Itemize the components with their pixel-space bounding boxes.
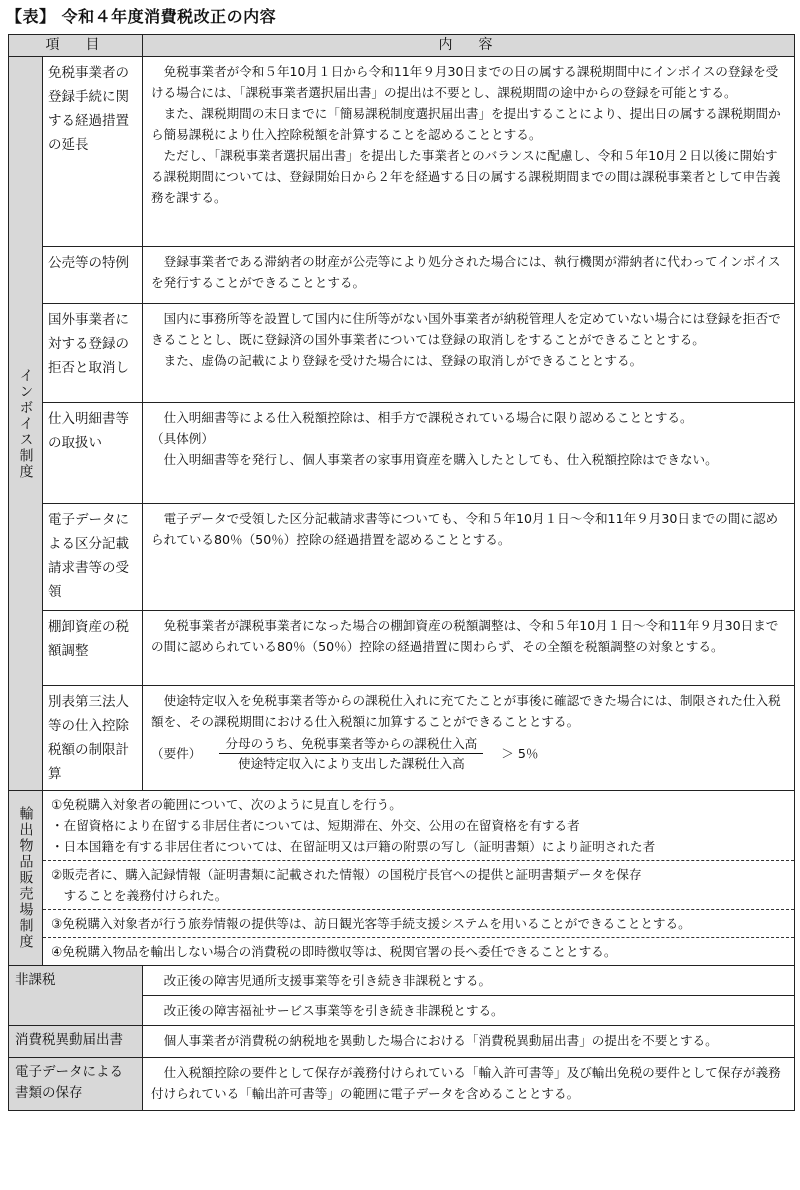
- paragraph: 免税事業者が課税事業者になった場合の棚卸資産の税額調整は、令和５年10月１日～令和11年９月30日までの間に認められている80％（50％）控除の経過措置に関わらず、その全額を税額調整の対象とする。: [151, 618, 779, 654]
- table-row: [9, 1058, 795, 1111]
- export-line: ①免税購入対象者の範囲について、次のように見直しを行う。: [51, 797, 402, 812]
- paragraph: 仕入明細書等を発行し、個人事業者の家事用資産を購入したとしても、仕入税額控除はできない。: [163, 452, 718, 467]
- category-label: 消費税異動届出書: [9, 1026, 143, 1058]
- table-title: 【表】 令和４年度消費税改正の内容: [6, 7, 277, 26]
- row-item: 免税事業者の登録手続に関する経過措置の延長: [43, 57, 143, 247]
- row-item: 公売等の特例: [43, 247, 143, 304]
- category-label: 電子データによる書類の保存: [9, 1058, 143, 1111]
- table-row: [9, 403, 795, 504]
- export-content: [43, 791, 795, 966]
- paragraph: 使途特定収入を免税事業者等からの課税仕入れに充てたことが事後に確認できた場合には、制限された仕入税額を、その課税期間における仕入税額に加算することができることとする。: [151, 693, 781, 729]
- header-item: 項 目: [9, 35, 143, 57]
- export-item: [43, 860, 794, 909]
- export-line: ④免税購入物品を輸出しない場合の消費税の即時徴収等は、税関官署の長へ委任できることとする。: [51, 944, 617, 959]
- table-row: [9, 966, 795, 1026]
- row-item: 電子データによる区分記載請求書等の受領: [43, 504, 143, 611]
- content-line: 改正後の障害児通所支援事業等を引き続き非課税とする。: [163, 973, 492, 988]
- table-row: [9, 57, 795, 247]
- row-content: [143, 686, 795, 791]
- row-item: 棚卸資産の税額調整: [43, 611, 143, 686]
- paragraph: 登録事業者である滞納者の財産が公売等により処分された場合には、執行機関が滞納者に代わってインボイスを発行することができることとする。: [151, 254, 781, 290]
- table-header-row: [9, 35, 795, 57]
- export-line: ③免税購入対象者が行う旅券情報の提供等は、訪日観光客等手続支援システムを用いることができることとする。: [51, 916, 691, 931]
- row-item: 別表第三法人等の仕入控除税額の制限計算: [43, 686, 143, 791]
- category-content: [143, 1058, 795, 1111]
- export-item: [43, 909, 794, 937]
- row-content: [143, 403, 795, 504]
- invoice-group-label: インボイス制度: [9, 57, 43, 791]
- fraction-numerator: 分母のうち、免税事業者等からの課税仕入高: [219, 734, 483, 754]
- fraction: [219, 734, 483, 773]
- row-content: [143, 504, 795, 611]
- row-item: 仕入明細書等の取扱い: [43, 403, 143, 504]
- export-item: [43, 791, 794, 860]
- row-content: [143, 611, 795, 686]
- export-line: ・日本国籍を有する非居住者については、在留証明又は戸籍の附票の写し（証明書類）により証明された者: [51, 839, 656, 854]
- category-label: 非課税: [9, 966, 143, 1026]
- row-item: 国外事業者に対する登録の拒否と取消し: [43, 304, 143, 403]
- comparison: ＞ 5％: [501, 746, 539, 761]
- fraction-denominator: 使途特定収入により支出した課税仕入高: [237, 756, 465, 771]
- paragraph: ただし、「課税事業者選択届出書」を提出した事業者とのバランスに配慮し、令和５年10月２日以後に開始する課税期間については、登録開始日から２年を経過する日の属する課税期間までの間は課税事業者として申告義務を課する。: [151, 148, 781, 205]
- table-row: [9, 686, 795, 791]
- requirement-label: （要件）: [151, 746, 202, 761]
- category-content: [143, 1026, 795, 1058]
- content-line: 改正後の障害福祉サービス事業等を引き続き非課税とする。: [143, 995, 794, 1025]
- table-row: [9, 504, 795, 611]
- row-content: [143, 247, 795, 304]
- table-row: [9, 247, 795, 304]
- export-line: ②販売者に、購入記録情報（証明書類に記載された情報）の国税庁長官への提供と証明書類データを保存: [51, 867, 642, 882]
- table-row: [9, 1026, 795, 1058]
- table-row: [9, 611, 795, 686]
- export-line: ・在留資格により在留する非居住者については、短期滞在、外交、公用の在留資格を有する者: [51, 818, 580, 833]
- tax-reform-table: [8, 34, 795, 1111]
- header-content: 内 容: [143, 35, 795, 57]
- export-group-label: 輸出物品販売場制度: [9, 791, 43, 966]
- content-line: 仕入税額控除の要件として保存が義務付けられている「輸入許可書等」及び輸出免税の要件として保存が義務付けられている「輸出許可書等」の範囲に電子データを含めることとする。: [151, 1065, 781, 1101]
- content-line: 個人事業者が消費税の納税地を異動した場合における「消費税異動届出書」の提出を不要とする。: [163, 1033, 718, 1048]
- row-content: [143, 57, 795, 247]
- paragraph: 仕入明細書等による仕入税額控除は、相手方で課税されている場合に限り認めることとする。: [163, 410, 693, 425]
- requirement-formula: [151, 734, 786, 773]
- paragraph: 電子データで受領した区分記載請求書等についても、令和５年10月１日～令和11年９月30日までの間に認められている80％（50％）控除の経過措置を認めることとする。: [151, 511, 779, 547]
- paragraph: 国内に事務所等を設置して国内に住所等がない国外事業者が納税管理人を定めていない場合には登録を拒否できることとし、既に登録済の国外事業者については登録の取消しをすることができることとする。: [151, 311, 781, 347]
- paragraph: また、虚偽の記載により登録を受けた場合には、登録の取消しができることとする。: [163, 353, 643, 368]
- export-item: [43, 937, 794, 965]
- table-row: [9, 791, 795, 966]
- table-row: [9, 304, 795, 403]
- paragraph: また、課税期間の末日までに「簡易課税制度選択届出書」を提出することにより、提出日の属する課税期間から簡易課税により仕入控除税額を計算することを認めることとする。: [151, 106, 781, 142]
- paragraph: （具体例）: [151, 431, 214, 446]
- row-content: [143, 304, 795, 403]
- export-line: することを義務付けられた。: [63, 888, 228, 903]
- category-content: [143, 966, 795, 1026]
- paragraph: 免税事業者が令和５年10月１日から令和11年９月30日までの日の属する課税期間中にインボイスの登録を受ける場合には、「課税事業者選択届出書」の提出は不要とし、課税期間の途中からの登録を可能とする。: [151, 64, 779, 100]
